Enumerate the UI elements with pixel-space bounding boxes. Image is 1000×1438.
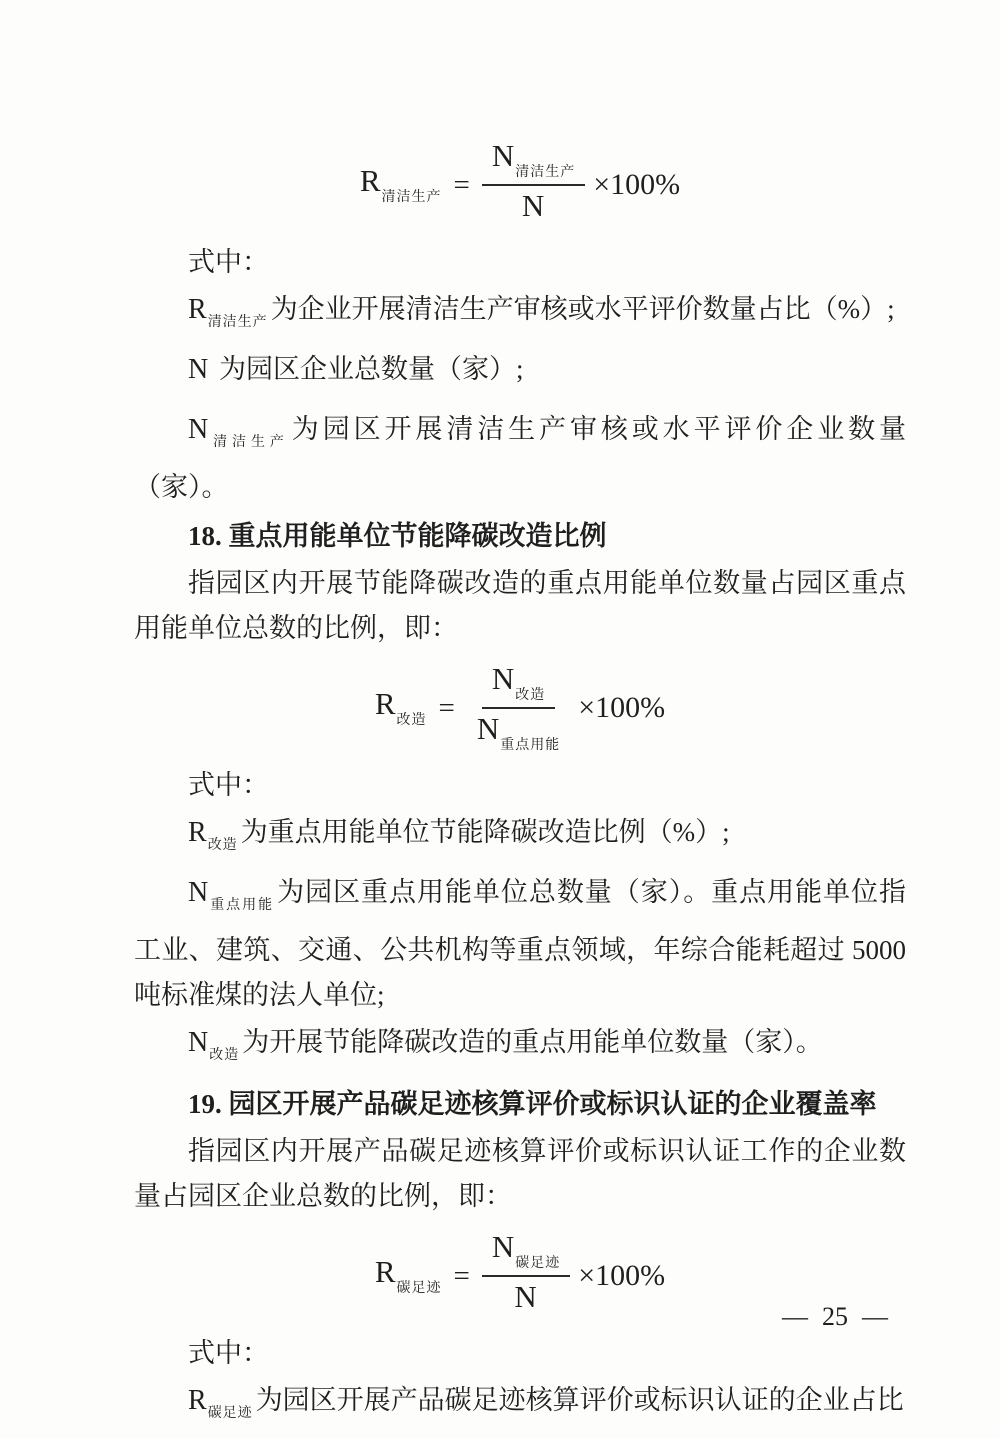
def-base-symbol: N: [188, 354, 209, 385]
def-text: 为园区开展产品碳足迹核算评价或标识认证的企业占比: [255, 1385, 904, 1415]
formula2-denominator-subscript: 重点用能: [500, 738, 561, 753]
formula2-numerator-base: N: [491, 661, 515, 696]
formula1-lhs-base: R: [359, 163, 381, 198]
definition-r-carbon-footprint: [134, 1378, 906, 1436]
def-text: 为园区开展清洁生产审核或水平评价企业数量（家）。: [134, 414, 907, 502]
shizhong-label-2: 式中：: [188, 770, 269, 800]
formula3-numerator-base: N: [491, 1229, 515, 1264]
formula2-lhs: [375, 688, 427, 728]
formula1-denominator-base: N: [521, 188, 545, 223]
formula2-fraction: [467, 663, 570, 753]
def-base-symbol: N: [188, 1027, 209, 1058]
def-text: 为园区企业总数量（家）;: [212, 354, 524, 384]
shizhong-label-1: 式中：: [188, 247, 269, 277]
formula3-denominator: [504, 1277, 547, 1321]
definition-n-key-energy-users: [134, 870, 906, 1018]
formula-retrofit-ratio: [134, 663, 906, 753]
footer-dash-right: —: [862, 1302, 888, 1331]
def-base-symbol: R: [188, 294, 207, 325]
formula2-numerator-subscript: 改造: [515, 688, 546, 703]
formula2-denominator-base: N: [476, 711, 500, 746]
def-subscript: 碳足迹: [207, 1406, 253, 1421]
intro-section-18: 指园区内开展节能降碳改造的重点用能单位数量占园区重点用能单位总数的比例，即：: [134, 568, 906, 643]
def-base-symbol: N: [188, 877, 209, 908]
def-subscript: 改造: [207, 838, 238, 853]
formula1-fraction: [482, 140, 585, 230]
formula1-denominator: [512, 186, 555, 230]
formula1-equals: =: [453, 168, 470, 201]
formula2-denominator: [467, 709, 570, 753]
formula2-lhs-subscript: 改造: [396, 713, 427, 728]
footer-page-number: [782, 1302, 888, 1332]
def-base-symbol: R: [188, 817, 207, 848]
document-page: [134, 128, 906, 1438]
formula2-equals: =: [438, 691, 455, 724]
formula3-denominator-base: N: [514, 1279, 537, 1314]
shizhong-label-3: 式中：: [188, 1338, 269, 1368]
formula2-lhs-base: R: [374, 686, 396, 721]
def-subscript: 清洁生产: [207, 315, 268, 330]
formula3-lhs: [375, 1256, 442, 1296]
formula2-numerator: [482, 663, 555, 709]
heading-section-19: 19. 园区开展产品碳足迹核算评价或标识认证的企业覆盖率: [188, 1089, 877, 1119]
def-base-symbol: N: [188, 414, 209, 445]
formula1-times-100: ×100%: [593, 168, 681, 201]
formula2-times-100: ×100%: [578, 691, 666, 724]
def-text: 为开展节能降碳改造的重点用能单位数量（家）。: [242, 1027, 823, 1057]
definition-n-total: [134, 347, 906, 405]
definition-r-retrofit: [134, 810, 906, 868]
formula-clean-production-ratio: [134, 140, 906, 230]
def-text: 为重点用能单位节能降碳改造比例（%）;: [240, 817, 730, 847]
def-subscript: 清洁生产: [209, 435, 289, 450]
formula1-numerator-base: N: [491, 138, 515, 173]
formula3-equals: =: [453, 1259, 470, 1292]
formula3-fraction: [482, 1231, 570, 1321]
def-subscript: 重点用能: [209, 898, 275, 913]
definition-r-clean-production: [134, 287, 906, 345]
page-number: 25: [822, 1302, 848, 1331]
formula3-numerator: [482, 1231, 570, 1277]
definition-n-retrofit: [134, 1020, 906, 1078]
def-base-symbol: R: [188, 1385, 207, 1416]
formula3-times-100: ×100%: [578, 1259, 666, 1292]
formula1-lhs: [360, 165, 442, 205]
intro-section-19: 指园区内开展产品碳足迹核算评价或标识认证工作的企业数量占园区企业总数的比例，即：: [134, 1136, 906, 1211]
formula1-numerator-subscript: 清洁生产: [515, 165, 576, 180]
footer-dash-left: —: [782, 1302, 808, 1331]
formula3-numerator-subscript: 碳足迹: [515, 1256, 561, 1271]
def-subscript: 改造: [209, 1048, 240, 1063]
formula1-numerator: [482, 140, 585, 186]
formula3-lhs-base: R: [374, 1254, 396, 1289]
def-text: 为园区重点用能单位总数量（家）。重点用能单位指工业、建筑、交通、公共机构等重点领域，年综合能耗超过 5000 吨标准煤的法人单位;: [134, 877, 907, 1010]
heading-section-18: 18. 重点用能单位节能降碳改造比例: [188, 521, 607, 551]
formula1-lhs-subscript: 清洁生产: [381, 190, 442, 205]
formula3-lhs-subscript: 碳足迹: [396, 1281, 442, 1296]
definition-n-clean-production: [134, 407, 906, 510]
def-text: 为企业开展清洁生产审核或水平评价数量占比（%）;: [270, 294, 895, 324]
